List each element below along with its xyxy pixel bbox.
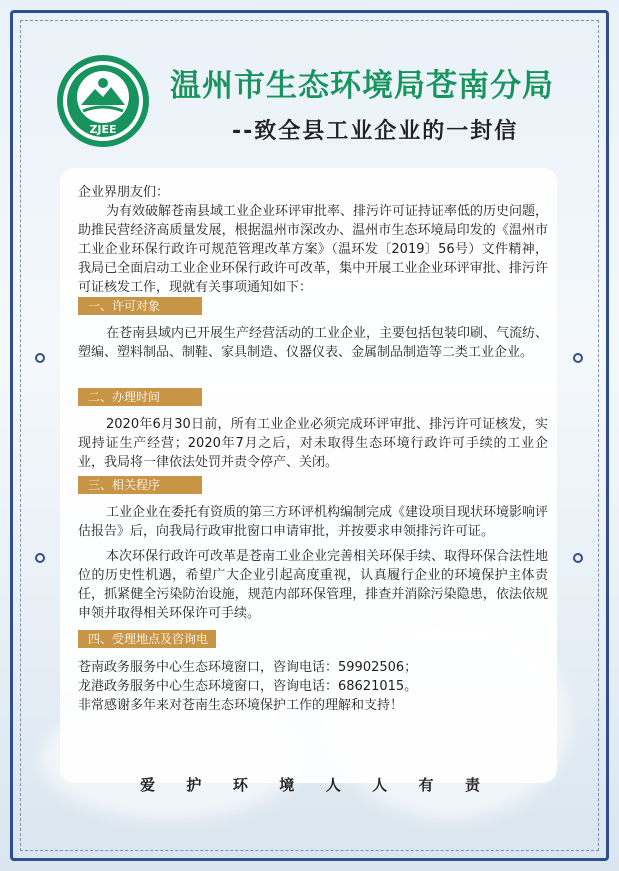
section-heading-4: 四、受理地点及咨询电话: [78, 630, 216, 648]
slogan: [140, 774, 480, 795]
decor-ring-left-2: [35, 553, 45, 563]
section-heading-3: 三、相关程序: [78, 476, 202, 494]
section-2-paragraph: 2020年6月30日前，所有工业企业必须完成环评审批、排污许可证核发，实现持证生产经营；2020年7月之后，对未取得生态环境行政许可手续的工业企业，我局将一律依法处罚并责令停产、关闭。: [78, 417, 548, 470]
thanks-line: 非常感谢多年来对苍南生态环境保护工作的理解和支持！: [78, 698, 404, 713]
section-1-paragraph: 在苍南县域内已开展生产经营活动的工业企业，主要包括包装印刷、气流纺、塑编、塑料制品、制鞋、家具制造、仪器仪表、金属制品制造等二类工业企业。: [78, 326, 549, 360]
greeting: 企业界朋友们：: [78, 185, 170, 200]
contact-line-longgang: 龙港政务服务中心生态环境窗口，咨询电话：68621015。: [78, 679, 418, 694]
slogan-char: 责: [464, 776, 480, 794]
slogan-char: 环: [232, 776, 248, 794]
slogan-char: 爱: [140, 776, 156, 794]
zjee-logo-icon: [55, 53, 151, 149]
page-title: 温州市生态环境局苍南分局: [170, 68, 554, 104]
contact-line-cangnan: 苍南政务服务中心生态环境窗口，咨询电话：59902506；: [78, 660, 418, 675]
decor-ring-left-1: [35, 353, 45, 363]
decor-ring-right-1: [573, 353, 583, 363]
decor-ring-right-2: [573, 553, 583, 563]
logo-text: ZJEE: [89, 123, 117, 136]
section-heading-1: 一、许可对象: [78, 297, 202, 315]
section-3-paragraph-1: 工业企业在委托有资质的第三方环评机构编制完成《建设项目现状环境影响评估报告》后，向我局行政审批窗口申请审批，并按要求申领排污许可证。: [78, 505, 549, 539]
intro-paragraph: 为有效破解苍南县域工业企业环评审批率、排污许可证持证率低的历史问题，助推民营经济高质量发展，根据温州市深改办、温州市生态环境局印发的《温州市工业企业环保行政许可规范管理改革方案》（温环发〔2019〕56号）文件精神，我局已全面启动工业企业环保行政许可改革，集中开展工业企业环评审批、排污许可证核发工作，现就有关事项通知如下：: [78, 204, 549, 295]
slogan-char: 护: [186, 776, 202, 794]
page-subtitle: --致全县工业企业的一封信: [232, 119, 519, 144]
section-heading-2: 二、办理时间: [78, 388, 202, 406]
slogan-char: 有: [418, 776, 434, 794]
section-3-paragraph-2: 本次环保行政许可改革是苍南工业企业完善相关环保手续、取得环保合法性地位的历史性机遇，希望广大企业引起高度重视，认真履行企业的环境保护主体责任，抓紧健全污染防治设施，规范内部环保管理，排查并消除污染隐患，依法依规申领并取得相关环保许可手续。: [78, 549, 549, 621]
slogan-char: 人: [372, 776, 388, 794]
slogan-char: 人: [325, 776, 341, 794]
slogan-char: 境: [279, 776, 295, 794]
